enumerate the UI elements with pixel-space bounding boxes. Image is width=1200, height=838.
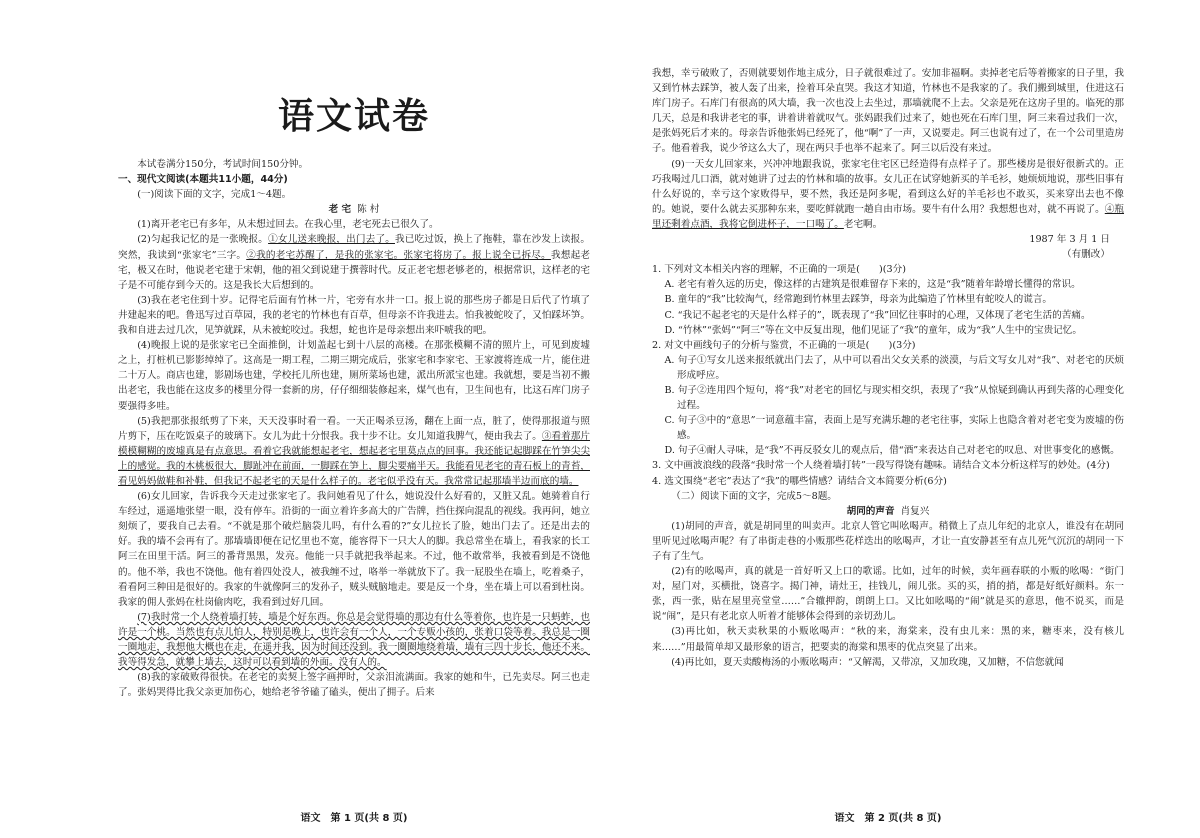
q1-option-c: C. “我记不起老宅的天是什么样子的”，既表现了“我”回忆往事时的心理，又体现了老宅生活的苦痛。	[664, 309, 1091, 321]
p9-text-b: 老宅啊。	[843, 218, 883, 230]
paragraph-7-wavy: (7)我时常一个人绕着墙打转，墙是个好东西。你总是会觉得墙的那边有什么等着你，也许是一只蚂蚱，也许是一个桃。当然也有点儿怕人，特别是晚上，也许会有一个人，一个专贩小孩的，张着口袋等着。我总是一圈一圈地走，我想他大概也在走，在遥并我，因为时间还没到。我一圈圈地绕着墙，墙有三四十步长，他还不来。我等得发急，就攀上墙去，这时可以看到墙的外面。没有人的。	[118, 611, 590, 669]
paragraph-9	[652, 157, 1124, 232]
underline-sentence-3: ③看着那片模模糊糊的废墟真是有点意思。看着它我就能想起老宅，想起老宅里莫点点的回事。我还能记起脚踩在竹笋尖尖上的感觉。我的木桃板很大，脚趾冲在前面，一脚踩在笋上，脚尖要痛半天。我能看见老宅的青石板上的青苔，看见妈妈做鞋和补鞋，但我记不起老宅的天是什么样子的。老宅似乎没有天。我常常记起那墙半边而底的墙。	[118, 430, 591, 487]
part2-heading: （二）阅读下面的文字，完成5～8题。	[671, 490, 837, 502]
article-title-text: 老 宅	[328, 204, 352, 216]
q1-option-b: B. 童年的“我”比较淘气，经常跑到竹林里去踩笋，母亲为此编造了竹林里有蛇咬人的谎言。	[664, 294, 1053, 306]
question-1: 1. 下列对文本相关内容的理解，不正确的一项是( )(3分)	[652, 264, 906, 276]
section1-heading: 一、现代文阅读(本题共11小题，44分)	[118, 174, 288, 186]
question-3: 3. 文中画波浪线的段落“我时常一个人绕着墙打转”一段写得饶有趣味。请结合文本分析这样写的妙处。(4分)	[652, 460, 1110, 472]
article2-paragraph-3: (3)再比如，秋天卖秋果的小贩吆喝声：“秋的来，海棠来，没有虫儿来：黑的来，糖枣来，没有核儿来……”用最简单却又最形象的语言，把要卖的海棠和黑枣的优点突显了出来。	[652, 626, 1124, 653]
p2-text-c: 我想起老宅，极又在时，他说老宅建于宋朝，他的祖父到说建于撰蓉时代。反正老宅想老够老的，根据常识，这样老的宅子是不可能存到今天的。这是我长大后想到的。	[118, 249, 591, 291]
article2-paragraph-4: (4)再比如，夏天卖酸梅汤的小贩吆喝声：“又解渴，又带凉，又加玫瑰，又加糖，不信您就闻	[671, 656, 1064, 668]
article2-paragraph-1: (1)胡同的声音，就是胡同里的叫卖声。北京人管它叫吆喝声。稍微上了点儿年纪的北京人，谁没有在胡同里听见过吆喝声呢？有了串街走巷的小贩那些花样迭出的吆喝声，才让一直安静甚至有点儿死气沉沉的胡同一下子有了生气。	[652, 520, 1124, 562]
paragraph-1: (1)离开老宅已有多年，从未想过回去。在我心里，老宅死去已很久了。	[137, 219, 439, 231]
p2-text-b: 我已吃过饭，换上了拖鞋，靠在沙发上读报。突然，我读到“张家宅”三字。	[118, 234, 591, 261]
underline-sentence-2: ②我的老宅苏醒了，是我的张家宅。张家宅将房了。报上说全已拆尽。	[246, 249, 551, 261]
article2-title-text: 胡同的声音	[846, 505, 895, 517]
article2-paragraph-2: (2)有的吆喝声，真的就是一首好听又上口的歌谣。比如，过年的时候，卖年画春联的小贩的吆喝：“街门对，屋门对，买横批，饶喜字。揭门神，请灶王，挂钱儿，闹儿张。买的买，捎的捎，都是好纸好颜料。东一张，西一张，贴在屋里亮堂堂……”合辙押韵，朗朗上口。又比如吆喝的“闹”就是买的意思，他不说买，而是说“闹”，是只有老北京人听着才能够体会得到的亲切劲儿。	[652, 566, 1124, 623]
q1-option-a: A. 老宅有着久远的历史，像这样的古建筑是很难留存下来的，这是“我”随着年龄增长懂得的常识。	[664, 279, 1081, 291]
underline-sentence-1: ①女儿送来晚报，出门去了。	[268, 234, 395, 246]
paragraph-8-cont: 我想，幸亏破败了，否则就要划作地主成分，日子就很难过了。安加非福啊。卖掉老宅后等着搬家的日子里，我又到竹林去踩笋，被人轰了出来，捡着耳朵直哭。我这才知道，竹林也不是我家的了。我们搬到城里，住进这石库门房子。石库门有很高的风大墙，我一次也没上去坐过，那墙就爬不上去。父亲是死在这房子里的。临死的那几天，总是和我讲老宅的事，讲着讲着就叹气。张妈跟我们过来了，她也死在石库门里，阿三来看过我们一次，是张妈死后才来的。母亲告诉他张妈已经死了，他“啊”了一声，又说要走。阿三也说有过了，在一个公司里造房子。他看着我，说少爷这么大了，现在两只手也举不起来了。阿三以后没有来过。	[652, 68, 1124, 155]
q1-option-d: D. “竹林”“张妈”“阿三”等在文中反复出现，他们见证了“我”的童年，成为“我”人生中的宝贵记忆。	[664, 324, 1082, 336]
left-column	[118, 66, 590, 700]
q2-option-b: B. 句子②连用四个短句，将“我”对老宅的回忆与现实相交织，表现了“我”从惊疑到确认再到失落的心理变化过程。	[664, 384, 1124, 412]
question-2: 2. 对文中画线句子的分析与鉴赏，不正确的一项是( )(3分)	[652, 339, 916, 351]
page-title: 语文试卷	[277, 96, 430, 137]
paragraph-6: (6)女儿回家，告诉我今天走过张家宅了。我问她看见了什么，她说没什么好看的，又脏又乱。她骑着自行车经过，遥遥地张望一眼，没有停车。沿街的一面立着许多高大的广告牌，挡住探向混乱的视线。我再问，她立刻烦了，要我自己去看。“不就是那个破烂脑袋儿吗，有什么看的?”女儿拉长了脸，她出门去了。还是出去的好。我的墙不会再有了。那墙墙即便在记忆里也不宽，能容得下一只大人的脚。我总常坐在墙上，看我家的长工阿三在田里干活。阿三的番背黑黑，发亮。他能一只手就把我举起来。不过，他不敢常举，我被看到是不饶他的。他不举，我也不饶他。他有着四处没人，被我缠不过，咯举一举就放下了。我一屁股坐在墙上，吃着桑子，看看阿三种田是很好的。我家的牛就像阿三的发孙子，贼头贼脑地走。要是反一个身，坐在墙上可以看到杜岗。我家的佣人张妈在杜岗偷肉吃，我看到过好几回。	[118, 491, 590, 608]
underline-sentence-4: ④瓶里还剩着点酒，我将它倒进杯子，一口喝了。	[652, 203, 1125, 230]
question-4: 4. 选文围绕“老宅”表达了“我”的哪些情感？请结合文本简要分析(6分)	[652, 475, 947, 487]
paragraph-5	[118, 414, 590, 489]
paragraph-4: (4)晚报上说的是张家宅已全面推倒，计划盖起七到十八层的高楼。在那张模糊不清的照片上，可见到废墟之上，打桩机已影影绰绰了。这高是一期工程，二期三期完成后，张家宅和李家宅、王家渡将连成一片，能住进二十万人。商店也建，影剧场也建，学校托儿所也建，厕所菜场也建，派出所派宝也建。我就想，要是当初不搬出老宅，我也能在这皮多的楼里分得一套新的房，仔仔细细装修起来，煤气也有，卫生间也有，比这石库门房子要强得多哇。	[118, 340, 590, 412]
paragraph-3: (3)我在老宅住到十岁。记得宅后面有竹林一片，宅旁有水井一口。报上说的那些房子都是日后代了竹填了井建起来的吧。鲁迅写过百草园，我的老宅的竹林也有百草，但母亲不许我进去。怕我被蛇咬了，又怕踩坏笋。我和自进去过几次，见笋就踩，从未被蛇咬过。我想，蛇也许是母亲想出来吓唬我的吧。	[118, 294, 590, 337]
p5-text-a: (5)我把那张报纸剪了下来，天天没事时看一看。一天正喝杀豆汤，翻在上面一点，脏了，使得那报道与照片剪下，压在吃饭桌子的玻璃下。女儿为此十分恨我。我十步不让。女儿知道我脾气，便由我去了。	[118, 415, 590, 442]
paragraph-8: (8)我的家破败得很快。在老宅的卖契上签字画押时，父亲泪流满面。我家的她和牛，已先卖尽。阿三也走了。张妈哭得比我父亲更加伤心，她给老爷爷磕了磕头，便出了拥子。后来	[118, 672, 590, 699]
article-title	[118, 202, 590, 217]
paragraph-2	[118, 232, 590, 292]
page-footer-right: 语文 第 2 页(共 8 页)	[834, 813, 942, 824]
right-column	[652, 66, 1124, 670]
article2-title	[652, 504, 1124, 519]
article-source: （有删改）	[1062, 249, 1110, 261]
page-footer-left: 语文 第 1 页(共 8 页)	[300, 813, 408, 824]
article-date: 1987 年 3 月 1 日	[1029, 234, 1110, 246]
q2-option-a: A. 句子①写女儿送来报纸就出门去了，从中可以看出父女关系的淡漠，与后文写女儿对“我”、对老宅的厌烦形成呼应。	[664, 354, 1124, 381]
part1-heading: (一)阅读下面的文字，完成1～4题。	[137, 189, 292, 201]
article-author: 陈 村	[357, 204, 380, 216]
q2-option-c: C. 句子③中的“意思”一词意蕴丰富，表面上是写充满乐趣的老宅往事，实际上也隐含着对老宅变为废墟的伤感。	[664, 415, 1124, 442]
p9-text-a: (9)一天女儿回家来，兴冲冲地跟我说，张家宅住宅区已经造得有点样子了。那些楼房是很好很新式的。正巧我喝过几口酒，就对她讲了过去的竹林和墙的故事。女儿正在试穿她新买的羊毛衫，她烦烦地说，那些旧事有什么好说的，幸亏这个家败得早，要不然，我还是阿多呢，看到这么好的羊毛衫也不敢买，买来穿出去也不像的。她说，要什么就去买那种东来，要吃鲜就跑一趟自由市场。要牛有什么用？我想想也对，就不再说了。	[652, 158, 1124, 215]
article2-author: 肖复兴	[900, 505, 930, 517]
q2-option-d: D. 句子④耐人寻味，是“我”不再反驳女儿的观点后，借“酒”来表达自己对老宅的叹息、对世事变化的感慨。	[664, 445, 1120, 457]
p2-text-a: (2)匀起我记忆的是一张晚报。	[137, 234, 269, 246]
exam-intro: 本试卷满分150分，考试时间150分钟。	[137, 159, 309, 170]
